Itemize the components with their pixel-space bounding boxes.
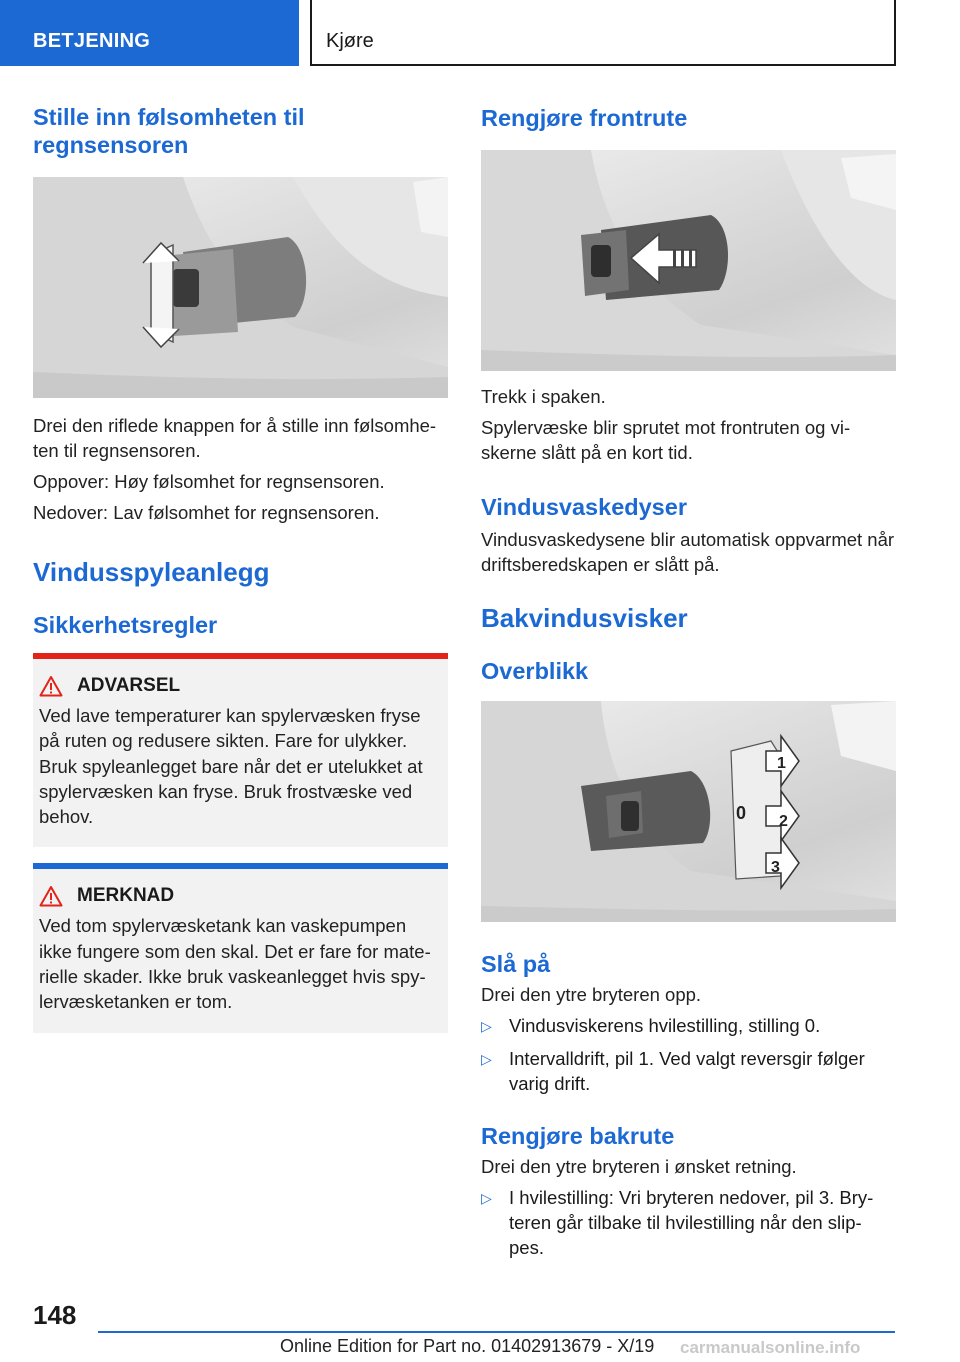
footer-watermark: carmanualsonline.info <box>680 1338 861 1357</box>
page-number: 148 <box>33 1300 77 1330</box>
diagram-label-2: 2 <box>779 813 788 830</box>
list-item-text: Vindusviskerens hvilestilling, stilling 0. <box>509 1015 821 1036</box>
rear-wiper-illustration <box>481 701 896 922</box>
notice-text: Ved tom spylervæsketank kan vaskepumpen ikke fungere som den skal. Det er fare for mate-rielle skader. Ikke bruk vaskeanlegget hvis spy-lervæsketanken er tom. <box>39 915 431 1013</box>
paragraph: Spylervæske blir sprutet mot frontruten og vi-skerne slått på en kort tid. <box>481 417 851 463</box>
chapter-title: Kjøre <box>310 0 896 66</box>
warning-title: ADVARSEL <box>77 675 181 696</box>
notice-heading <box>39 885 440 907</box>
paragraph: Drei den ytre bryteren i ønsket retning. <box>481 1156 797 1177</box>
warning-triangle-icon <box>39 675 63 697</box>
paragraph: Drei den ytre bryteren opp. <box>481 984 702 1005</box>
notice-title: MERKNAD <box>77 885 175 907</box>
diagram-label-3: 3 <box>771 859 780 876</box>
heading-rear-wiper: Bakvindusvisker <box>481 603 688 633</box>
switch-on-list <box>481 1013 896 1096</box>
paragraph: Nedover: Lav følsomhet for regnsensoren. <box>33 502 380 523</box>
heading-overview: Overblikk <box>481 658 589 684</box>
heading-safety: Sikkerhetsregler <box>33 612 218 638</box>
footer-edition: Online Edition for Part no. 01402913679 - X/19 <box>280 1336 655 1356</box>
list-item <box>481 1046 896 1096</box>
heading-washer-nozzles: Vindusvaskedyser <box>481 494 687 520</box>
footer-rule <box>98 1331 895 1333</box>
rain-sensor-knob-image <box>33 177 448 398</box>
paragraph: Trekk i spaken. <box>481 386 606 407</box>
notice-triangle-icon <box>39 885 63 907</box>
warning-text: Ved lave temperaturer kan spylervæsken fryse på ruten og redusere sikten. Fare for ulykker. Bruk spyleanlegget bare når det er utelukket at spylervæsken kan fryse. Bruk frostvæske ved behov. <box>39 705 423 828</box>
right-column <box>481 100 896 1260</box>
paragraph: Oppover: Høy følsomhet for regnsensoren. <box>33 471 385 492</box>
heading-rain-sensor: Stille inn følsomheten til regnsensoren <box>33 104 305 158</box>
warning-bar <box>33 653 448 659</box>
warning-heading <box>39 675 440 697</box>
list-item <box>481 1185 896 1260</box>
list-item-text: Intervalldrift, pil 1. Ved valgt reversgir følger varig drift. <box>509 1048 865 1094</box>
rear-wiper-switch-image <box>481 701 896 922</box>
diagram-label-0: 0 <box>736 803 747 823</box>
list-item-text: I hvilestilling: Vri bryteren nedover, pil 3. Bry-teren går tilbake til hvilestilling når den slip-pes. <box>509 1187 874 1258</box>
windshield-washer-lever-image <box>481 150 896 371</box>
section-tab: BETJENING <box>0 0 299 66</box>
paragraph: Vindusvaskedysene blir automatisk oppvarmet når driftsberedskapen er slått på. <box>481 529 895 575</box>
bullet-triangle-icon: ▷ <box>481 1190 492 1206</box>
bullet-triangle-icon: ▷ <box>481 1018 492 1034</box>
heading-switch-on: Slå på <box>481 951 551 977</box>
notice-bar <box>33 863 448 869</box>
list-item <box>481 1013 896 1039</box>
heading-washer-system: Vindusspyleanlegg <box>33 557 270 587</box>
notice-box <box>33 863 448 1032</box>
diagram-label-1: 1 <box>777 755 786 772</box>
paragraph: Drei den riflede knappen for å stille inn følsomhe-ten til regnsensoren. <box>33 415 437 461</box>
clean-rear-list <box>481 1185 896 1260</box>
left-column <box>33 100 448 1033</box>
washer-lever-illustration <box>481 150 896 371</box>
rain-sensor-illustration <box>33 177 448 398</box>
bullet-triangle-icon: ▷ <box>481 1051 492 1067</box>
warning-box <box>33 653 448 847</box>
heading-clean-windshield: Rengjøre frontrute <box>481 105 688 131</box>
heading-clean-rear: Rengjøre bakrute <box>481 1123 675 1149</box>
